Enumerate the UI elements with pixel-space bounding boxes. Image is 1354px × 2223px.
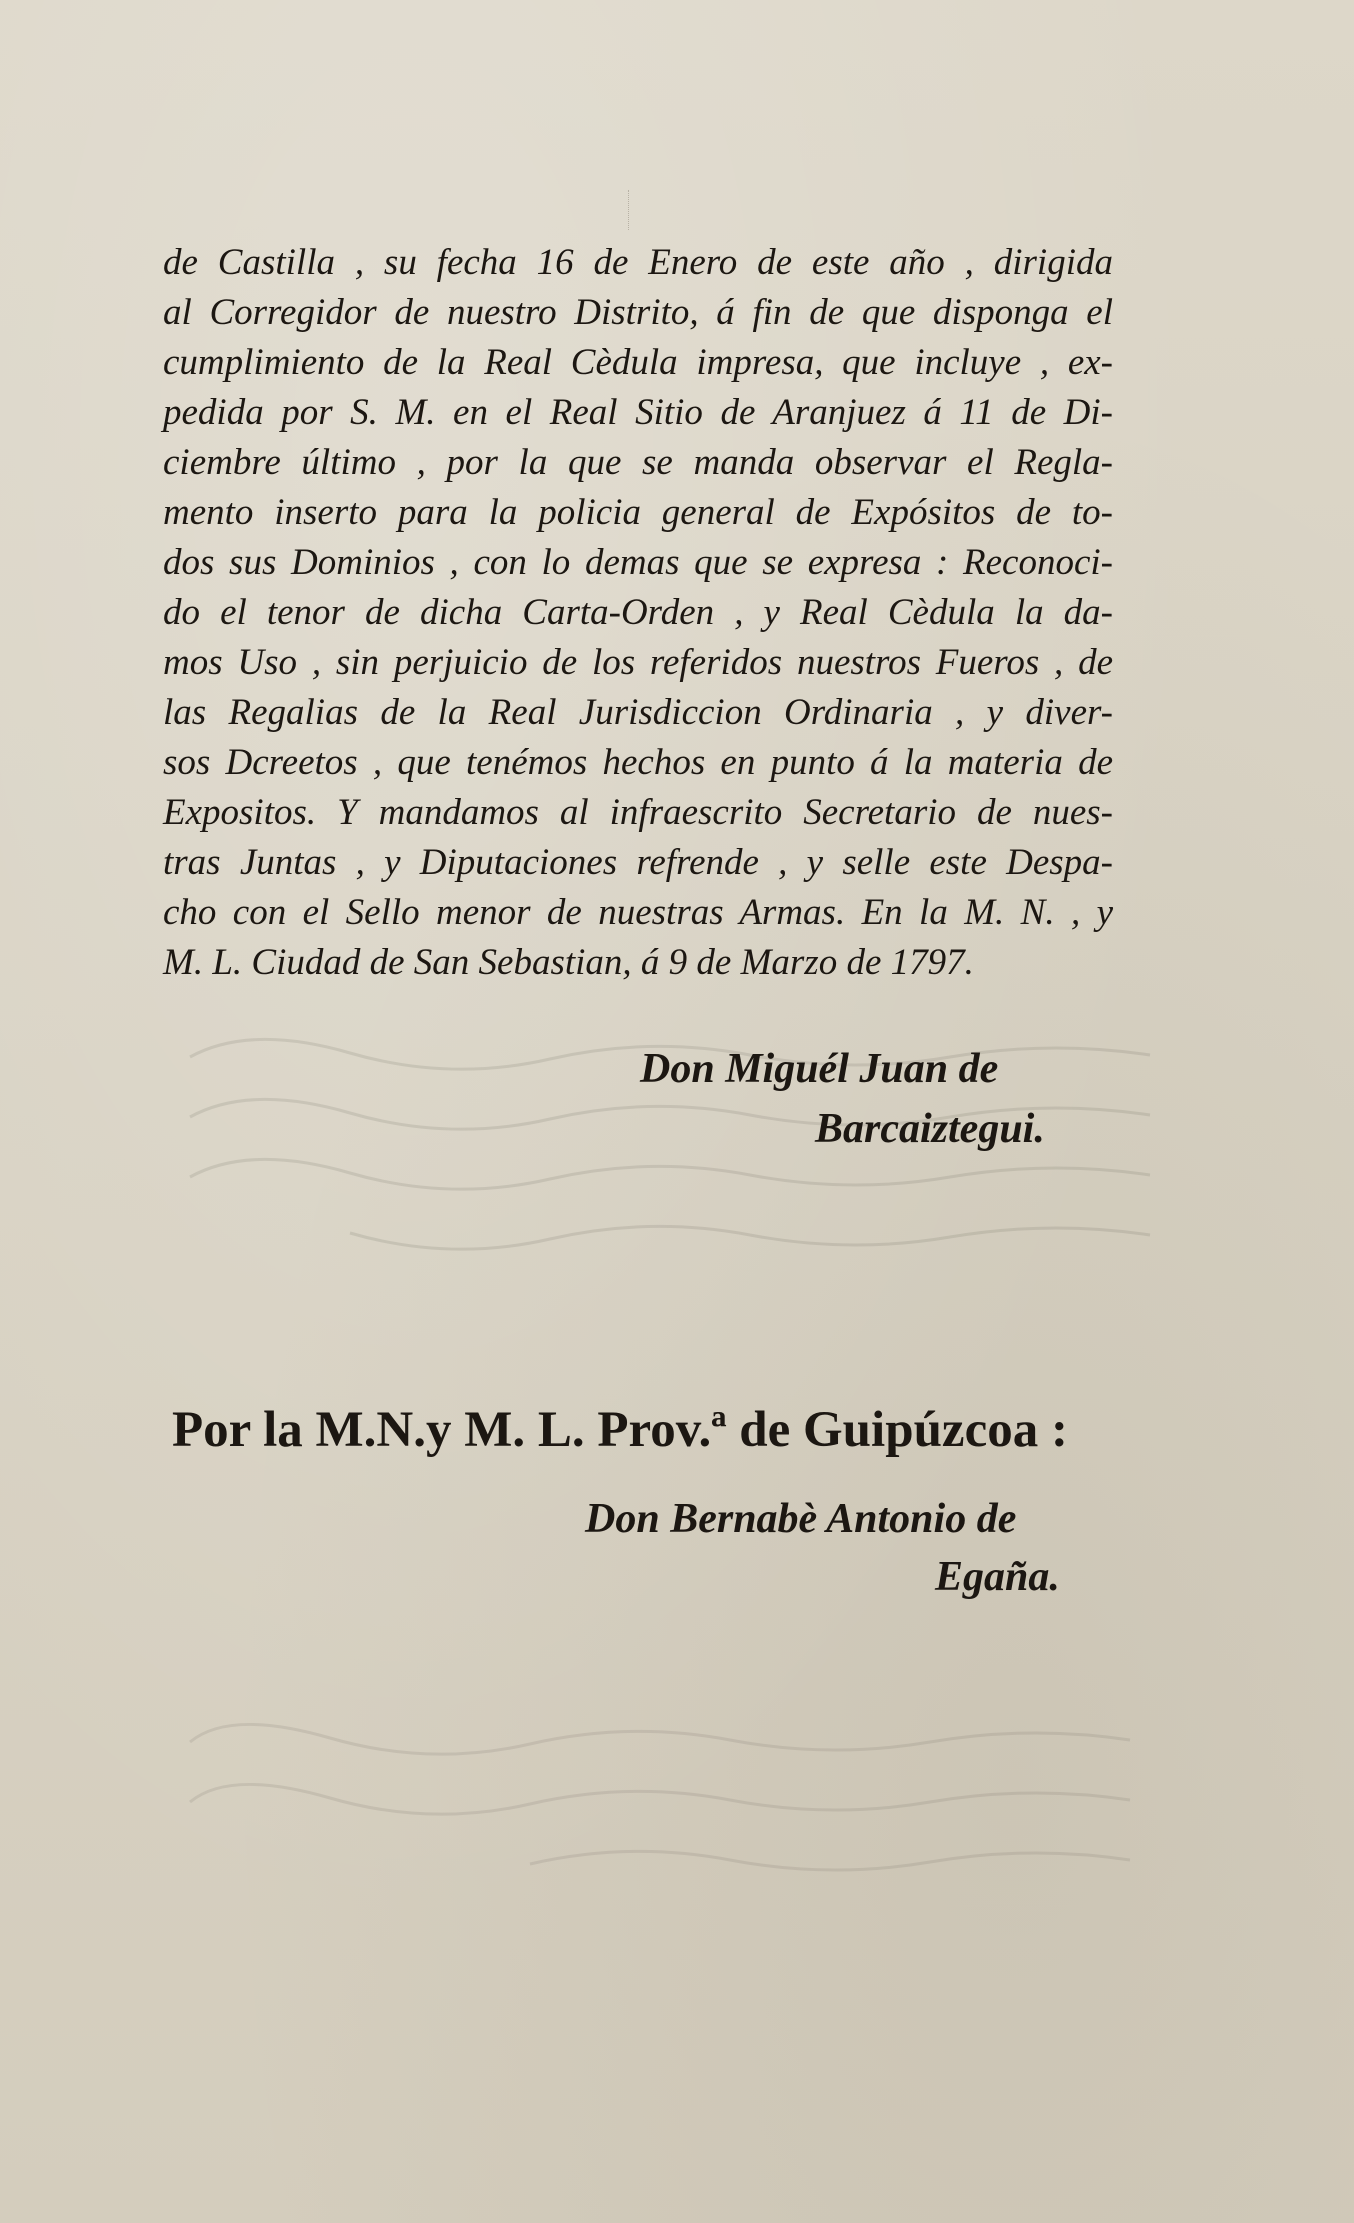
authority-heading: Por la M.N.y M. L. Prov.ª de Guipúzcoa : bbox=[172, 1402, 1068, 1458]
body-line: las Regalias de la Real Jurisdiccion Ordinaria , y diver- bbox=[163, 692, 1113, 733]
signature-surname: Barcaiztegui. bbox=[815, 1106, 1045, 1152]
body-line: pedida por S. M. en el Real Sitio de Aranjuez á 11 de Di- bbox=[163, 392, 1113, 433]
bleed-through-texture-lower bbox=[170, 1720, 1170, 1920]
body-line: tras Juntas , y Diputaciones refrende , y selle este Despa- bbox=[163, 842, 1113, 883]
body-line: de Castilla , su fecha 16 de Enero de este año , dirigida bbox=[163, 242, 1113, 283]
body-line: ciembre último , por la que se manda observar el Regla- bbox=[163, 442, 1113, 483]
body-line: sos Dcreetos , que tenémos hechos en punto á la materia de bbox=[163, 742, 1113, 783]
body-line: cho con el Sello menor de nuestras Armas. En la M. N. , y bbox=[163, 892, 1113, 933]
body-line: mos Uso , sin perjuicio de los referidos nuestros Fueros , de bbox=[163, 642, 1113, 683]
body-line: Expositos. Y mandamos al infraescrito Secretario de nues- bbox=[163, 792, 1113, 833]
body-line: cumplimiento de la Real Cèdula impresa, que incluye , ex- bbox=[163, 342, 1113, 383]
signature-name: Don Miguél Juan de bbox=[640, 1046, 999, 1092]
secretary-signature-surname: Egaña. bbox=[935, 1554, 1060, 1600]
body-line: do el tenor de dicha Carta-Orden , y Real Cèdula la da- bbox=[163, 592, 1113, 633]
body-paragraph bbox=[163, 238, 1113, 988]
body-line: al Corregidor de nuestro Distrito, á fin de que disponga el bbox=[163, 292, 1113, 333]
body-line: mento inserto para la policia general de Expósitos de to- bbox=[163, 492, 1113, 533]
body-line: M. L. Ciudad de San Sebastian, á 9 de Marzo de 1797. bbox=[163, 942, 974, 983]
bleed-through-marks-lower bbox=[170, 1720, 1170, 1910]
secretary-signature-name: Don Bernabè Antonio de bbox=[585, 1496, 1017, 1542]
body-line: dos sus Dominios , con lo demas que se expresa : Reconoci- bbox=[163, 542, 1113, 583]
paper-fold-mark bbox=[628, 190, 635, 230]
